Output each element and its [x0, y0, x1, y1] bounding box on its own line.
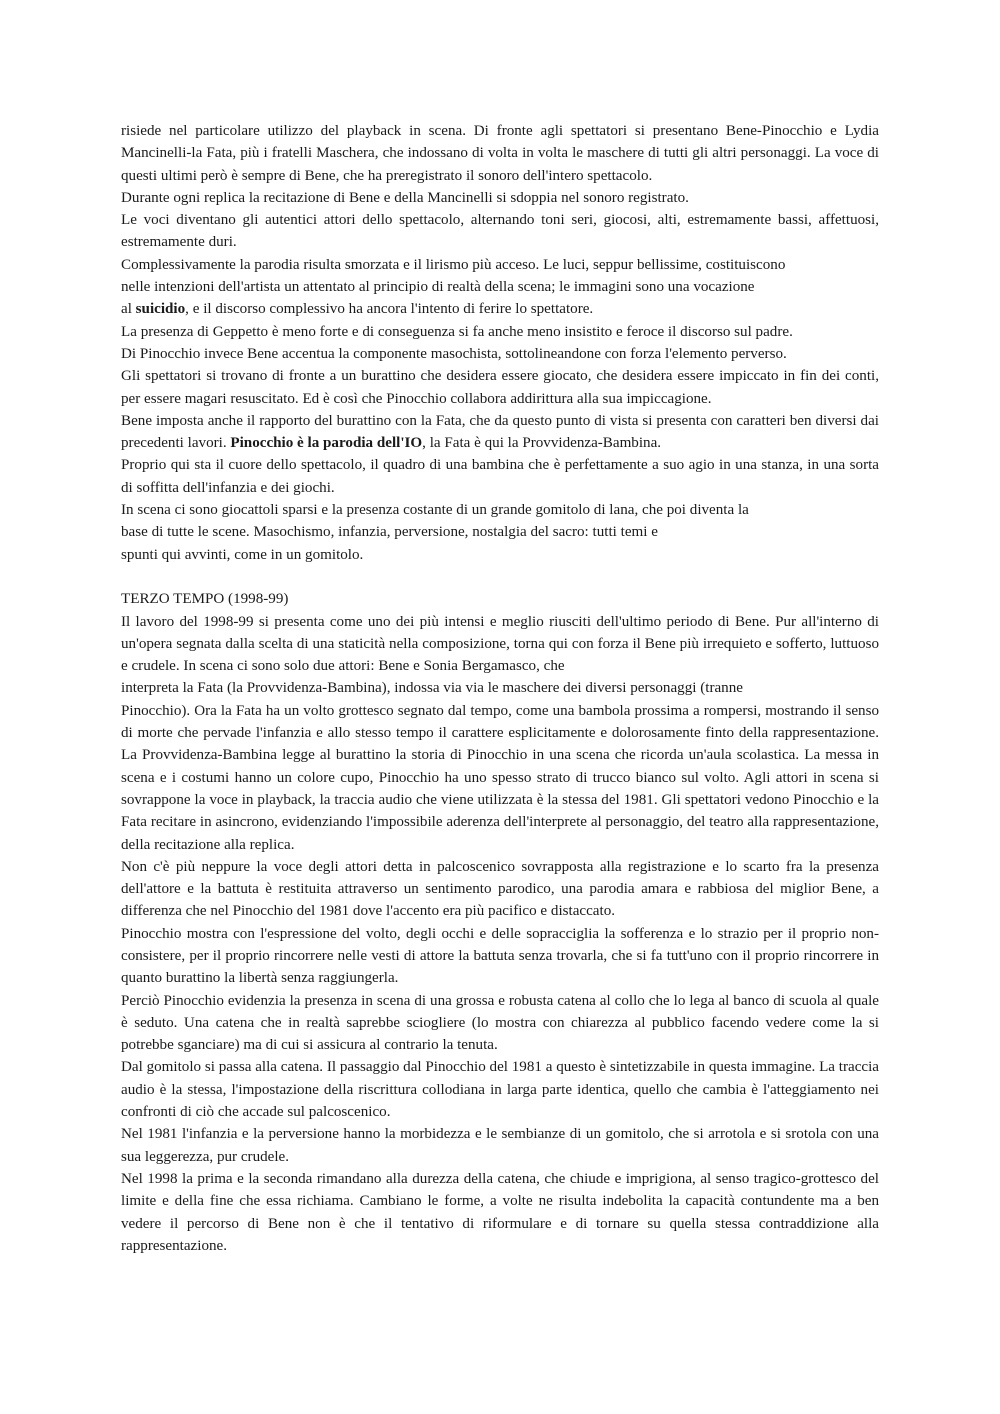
blank-line [121, 566, 879, 588]
paragraph-parodico: Non c'è più neppure la voce degli attori detta in palcoscenico sovrapposta alla registrazione e lo scarto fra la presenza dell'attore e la battuta è restituita attraverso un sentimento parodico, una parodia amara e rabbiosa del miglior Bene, a differenza che nel Pinocchio del 1981 dove l'accento era più pacifico e distaccato. [121, 858, 879, 920]
paragraph-geppetto: La presenza di Geppetto è meno forte e di conseguenza si fa anche meno insistito e feroce il discorso sul padre. [121, 323, 793, 340]
paragraph-terzo-c: Pinocchio). Ora la Fata ha un volto grottesco segnato dal tempo, come una bambola prossima a rompersi, mostrando il senso di morte che pervade l'infanzia e allo stesso tempo il carattere esplicitamente e dolorosamente finto della rappresentazione. La Provvidenza-Bambina legge al burattino la storia di Pinocchio in una scena che ricorda un'aula scolastica. La messa in scena e i costumi hanno un colore cupo, Pinocchio ha uno spesso strato di trucco bianco sul volto. Agli attori in scena si sovrappone la voce in playback, la traccia audio che viene utilizzata è la stessa del 1981. Gli spettatori vedono Pinocchio e la Fata recitare in asincrono, evidenziando l'impossibile aderenza dell'interprete al personaggio, del teatro alla rappresentazione, della recitazione alla replica. [121, 702, 879, 853]
paragraph-suicidio [121, 254, 879, 321]
paragraph-voci: Le voci diventano gli autentici attori dello spettacolo, alternando toni seri, giocosi, alti, estremamente bassi, affettuosi, estremamente duri. [121, 212, 879, 251]
paragraph-1981: Nel 1981 l'infanzia e la perversione hanno la morbidezza e le sembianze di un gomitolo, che si arrotola e si srotola con una sua leggerezza, pur crudele. [121, 1126, 879, 1165]
paragraph-catena: Perciò Pinocchio evidenzia la presenza in scena di una grossa e robusta catena al collo che lo lega al banco di scuola al quale è seduto. Una catena che in realtà saprebbe sciogliere (lo mostra con chiarezza al pubblico facendo vedere come la si potrebbe sganciare) ma di cui si assicura al contrario la tenuta. [121, 992, 879, 1054]
paragraph-suicidio-line-3-after: , e il discorso complessivo ha ancora l'intento di ferire lo spettatore. [185, 301, 594, 318]
paragraph-impiccagione: Gli spettatori si trovano di fronte a un burattino che desidera essere giocato, che desidera essere impiccato in fin dei conti, per essere magari resuscitato. Ed è così che Pinocchio collabora addirittura alla sua impiccagione. [121, 368, 879, 407]
paragraph-playback: risiede nel particolare utilizzo del playback in scena. Di fronte agli spettatori si presentano Bene-Pinocchio e Lydia Mancinelli-la Fata, più i fratelli Maschera, che indossano di volta in volta le maschere di tutti gli altri personaggi. La voce di questi ultimi però è sempre di Bene, che ha preregistrato il sonoro dell'intero spettacolo. [121, 123, 879, 184]
section-heading: TERZO TEMPO (1998-99) [121, 591, 289, 608]
paragraph-replica: Durante ogni replica la recitazione di Bene e della Mancinelli si sdoppia nel sonoro registrato. [121, 189, 689, 206]
paragraph-cuore: Proprio qui sta il cuore dello spettacolo, il quadro di una bambina che è perfettamente a suo agio in una stanza, in una sorta di soffitta dell'infanzia e dei giochi. [121, 457, 879, 496]
document-body [121, 120, 879, 1257]
paragraph-gomitolo [121, 499, 879, 566]
paragraph-parodia [121, 410, 879, 455]
paragraph-parodia-after: , la Fata è qui la Provvidenza-Bambina. [422, 435, 662, 452]
bold-suicidio: suicidio [135, 301, 186, 318]
paragraph-terzo-a: Il lavoro del 1998-99 si presenta come uno dei più intensi e meglio riusciti dell'ultimo periodo di Bene. Pur all'interno di un'opera segnata dalla scelta di una staticità nella composizione, torna qui con forza il Bene più irrequieto e sofferto, luttuoso e crudele. In scena ci sono solo due attori: Bene e Sonia Bergamasco, che [121, 613, 879, 675]
bold-parodia-io: Pinocchio è la parodia dell'IO [230, 435, 423, 452]
paragraph-terzo-b: interpreta la Fata (la Provvidenza-Bambina), indossa via via le maschere dei diversi personaggi (tranne [121, 680, 743, 697]
paragraph-gomitolo-line-3: spunti qui avvinti, come in un gomitolo. [121, 546, 364, 563]
paragraph-suicidio-line-2: nelle intenzioni dell'artista un attentato al principio di realtà della scena; le immagini sono una vocazione [121, 279, 755, 296]
paragraph-suicidio-line-3-before: al [121, 301, 136, 318]
paragraph-gomitolo-line-2: base di tutte le scene. Masochismo, infanzia, perversione, nostalgia del sacro: tutti temi e [121, 524, 658, 541]
paragraph-gomitolo-catena: Dal gomitolo si passa alla catena. Il passaggio dal Pinocchio del 1981 a questo è sintetizzabile in questa immagine. La traccia audio è la stessa, l'impostazione della riscrittura collodiana in larga parte identica, quello che cambia è l'atteggiamento nei confronti di ciò che accade sul palcoscenico. [121, 1059, 879, 1121]
paragraph-gomitolo-line-1: In scena ci sono giocattoli sparsi e la presenza costante di un grande gomitolo di lana, che poi diventa la [121, 502, 749, 519]
paragraph-parodia-before: Bene imposta anche il rapporto del burattino con la Fata, che da questo punto di vista si presenta con caratteri ben diversi dai precedenti lavori. [121, 412, 879, 452]
paragraph-masochista: Di Pinocchio invece Bene accentua la componente masochista, sottolineandone con forza l'elemento perverso. [121, 345, 787, 362]
paragraph-suicidio-line-1: Complessivamente la parodia risulta smorzata e il lirismo più acceso. Le luci, seppur bellissime, costituiscono [121, 256, 786, 273]
paragraph-espressione: Pinocchio mostra con l'espressione del volto, degli occhi e delle sopracciglia la sofferenza e lo strazio per il proprio non-consistere, per il proprio rincorrere nelle vesti di attore la battuta senza trovarla, che si fa tutt'uno con il proprio rincorrere in quanto burattino la libertà senza raggiungerla. [121, 925, 879, 987]
paragraph-1998: Nel 1998 la prima e la seconda rimandano alla durezza della catena, che chiude e imprigiona, al senso tragico-grottesco del limite e della fine che essa richiama. Cambiano le forme, a volte ne risulta indebolita la capacità contundente ma a ben vedere il percorso di Bene non è che il tentativo di riformulare e di tornare su quella stessa contraddizione alla rappresentazione. [121, 1170, 879, 1254]
